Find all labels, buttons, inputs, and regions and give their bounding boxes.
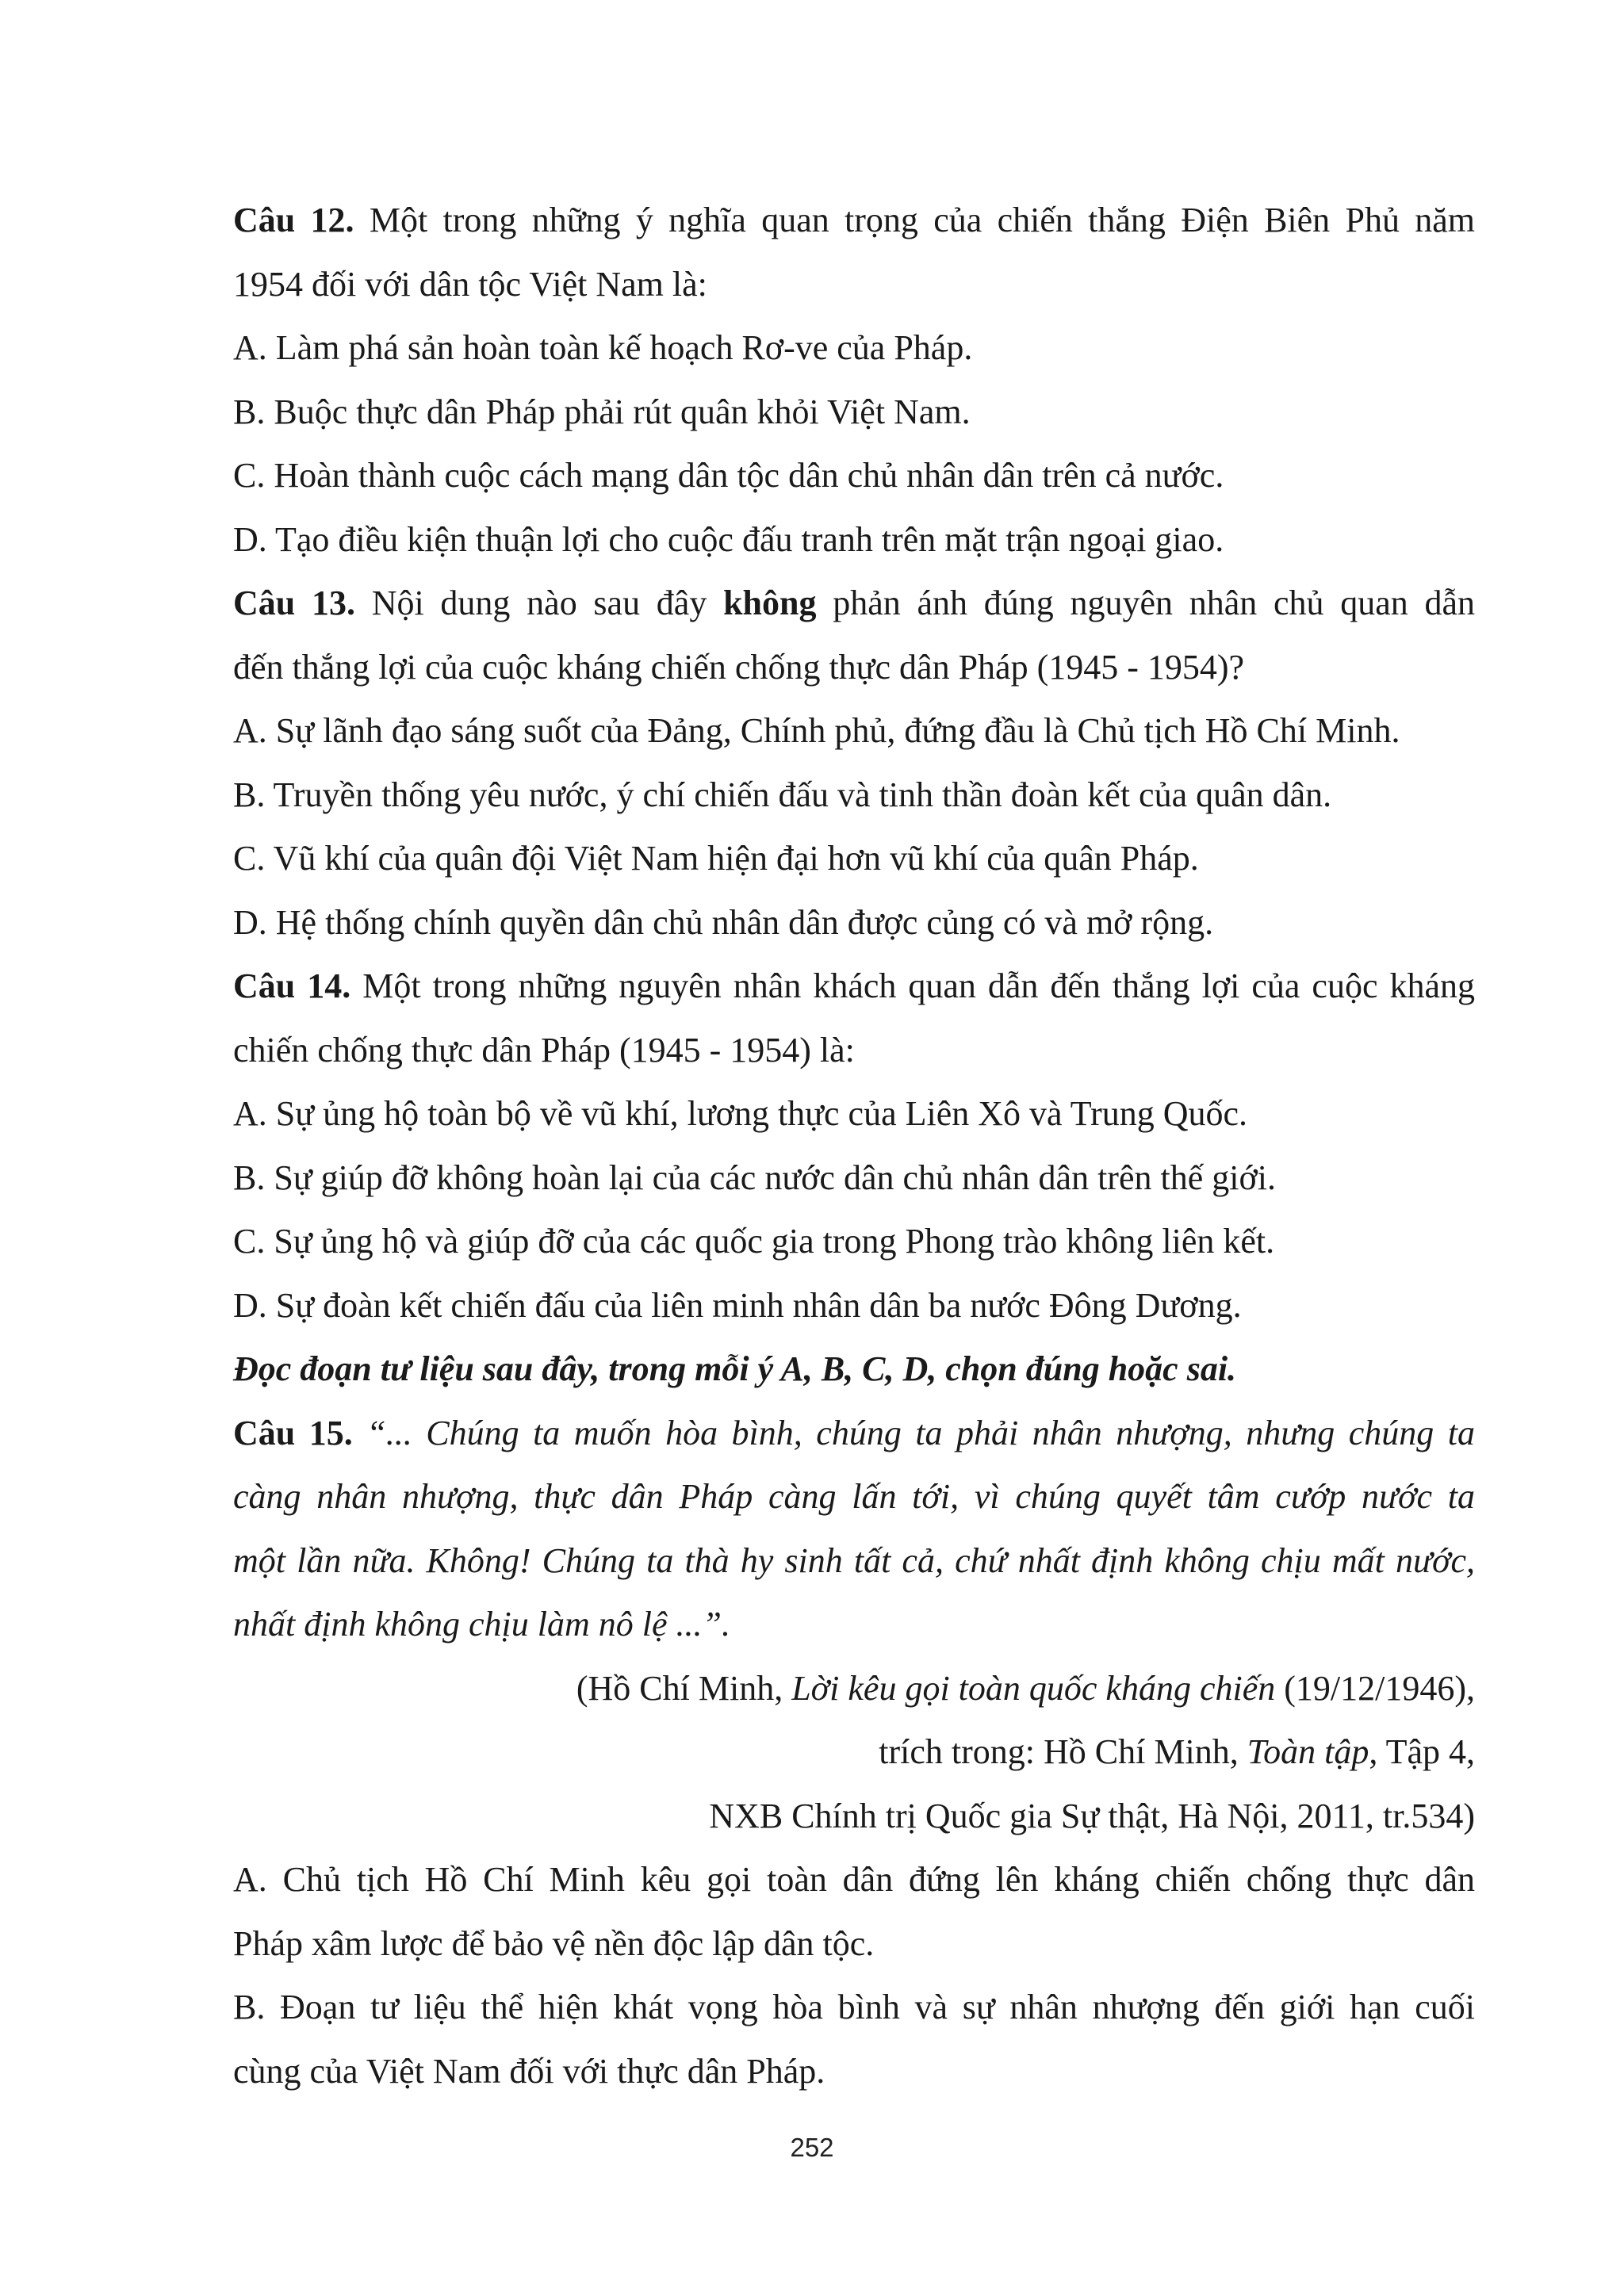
q14-option-b: B. Sự giúp đỡ không hoàn lại của các nước dân chủ nhân dân trên thế giới. (233, 1158, 1276, 1197)
q14-label: Câu 14. (233, 966, 351, 1005)
q13-stem-pre: Nội dung nào sau đây (354, 584, 724, 622)
q15-source-1-post: (19/12/1946), (1275, 1668, 1475, 1708)
q13-stem-line-2: đến thắng lợi của cuộc kháng chiến chống thực dân Pháp (1945 - 1954)? (233, 647, 1245, 687)
q15-source-2-post: , Tập 4, (1369, 1732, 1475, 1771)
q15-source-2-title: Toàn tập (1247, 1732, 1369, 1771)
q15-option-a-line-1: A. Chủ tịch Hồ Chí Minh kêu gọi toàn dân đứng lên kháng chiến chống thực dân (233, 1860, 1475, 1899)
page-number: 252 (790, 2133, 834, 2162)
q13-option-a: A. Sự lãnh đạo sáng suốt của Đảng, Chính phủ, đứng đầu là Chủ tịch Hồ Chí Minh. (233, 711, 1400, 750)
q15-source-2-pre: trích trong: Hồ Chí Minh, (879, 1732, 1247, 1771)
q15-source-1-title: Lời kêu gọi toàn quốc kháng chiến (791, 1668, 1276, 1708)
q12-option-d: D. Tạo điều kiện thuận lợi cho cuộc đấu tranh trên mặt trận ngoại giao. (233, 519, 1224, 559)
q13-stem-post: phản ánh đúng nguyên nhân chủ quan dẫn (816, 584, 1475, 622)
q15-option-b-line-2: cùng của Việt Nam đối với thực dân Pháp. (233, 2051, 825, 2091)
q15-option-a-line-2: Pháp xâm lược để bảo vệ nền độc lập dân tộc. (233, 1923, 875, 1963)
q13-stem-line-1 (233, 572, 1475, 636)
q12-option-a: A. Làm phá sản hoàn toàn kế hoạch Rơ-ve của Pháp. (233, 328, 973, 367)
q14-option-c: C. Sự ủng hộ và giúp đỡ của các quốc gia trong Phong trào không liên kết. (233, 1222, 1275, 1261)
q15-quote-line-4: nhất định không chịu làm nô lệ ...”. (233, 1605, 730, 1644)
q15-quote-line-2: càng nhân nhượng, thực dân Pháp càng lấn tới, vì chúng quyết tâm cướp nước ta (233, 1477, 1475, 1516)
q13-stem-emphasis: không (723, 584, 817, 622)
q14-stem-line-1 (233, 955, 1475, 1019)
q13-option-c: C. Vũ khí của quân đội Việt Nam hiện đại hơn vũ khí của quân Pháp. (233, 839, 1199, 878)
section-instruction: Đọc đoạn tư liệu sau đây, trong mỗi ý A, B, C, D, chọn đúng hoặc sai. (233, 1349, 1237, 1388)
q13-option-b: B. Truyền thống yêu nước, ý chí chiến đấu và tinh thần đoàn kết của quân dân. (233, 775, 1332, 814)
q15-source-line-3: NXB Chính trị Quốc gia Sự thật, Hà Nội, 2011, tr.534) (709, 1796, 1475, 1835)
q12-stem-text-1: Một trong những ý nghĩa quan trọng của chiến thắng Điện Biên Phủ năm (354, 201, 1476, 239)
q15-label: Câu 15. (233, 1413, 353, 1452)
q12-stem-line-2: 1954 đối với dân tộc Việt Nam là: (233, 264, 707, 304)
q12-option-c: C. Hoàn thành cuộc cách mạng dân tộc dân chủ nhân dân trên cả nước. (233, 456, 1224, 495)
q15-quote-line-1 (233, 1402, 1475, 1466)
q15-quote-text-1: “... Chúng ta muốn hòa bình, chúng ta phải nhân nhượng, nhưng chúng ta (352, 1413, 1475, 1452)
q15-source-line-2 (233, 1720, 1475, 1785)
q14-stem-line-2: chiến chống thực dân Pháp (1945 - 1954) là: (233, 1030, 855, 1070)
document-page (233, 189, 1475, 2103)
q15-option-b-line-1: B. Đoạn tư liệu thể hiện khát vọng hòa bình và sự nhân nhượng đến giới hạn cuối (233, 1988, 1475, 2026)
q14-option-d: D. Sự đoàn kết chiến đấu của liên minh nhân dân ba nước Đông Dương. (233, 1285, 1242, 1325)
q13-label: Câu 13. (233, 584, 355, 622)
q13-option-d: D. Hệ thống chính quyền dân chủ nhân dân được củng có và mở rộng. (233, 902, 1214, 942)
q14-stem-text-1: Một trong những nguyên nhân khách quan dẫn đến thắng lợi của cuộc kháng (350, 966, 1475, 1005)
q15-source-line-1 (233, 1657, 1475, 1721)
q15-quote-line-3: một lần nữa. Không! Chúng ta thà hy sinh tất cả, chứ nhất định không chịu mất nước, (233, 1540, 1475, 1580)
q15-source-1-pre: (Hồ Chí Minh, (576, 1668, 792, 1708)
q14-option-a: A. Sự ủng hộ toàn bộ về vũ khí, lương thực của Liên Xô và Trung Quốc. (233, 1094, 1248, 1133)
q12-label: Câu 12. (233, 201, 354, 239)
q12-stem-line-1 (233, 189, 1475, 253)
q12-option-b: B. Buộc thực dân Pháp phải rút quân khỏi Việt Nam. (233, 392, 971, 431)
